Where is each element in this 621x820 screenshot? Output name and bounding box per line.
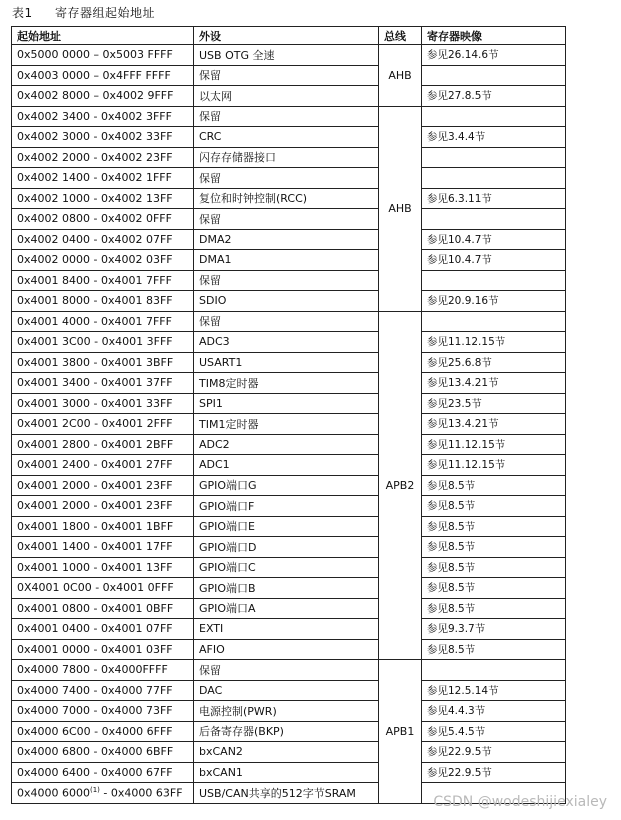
- start-address-cell: 0x4001 3800 - 0x4001 3BFF: [12, 352, 194, 373]
- peripheral-cell: TIM1定时器: [194, 414, 379, 435]
- peripheral-cell: 保留: [194, 65, 379, 86]
- peripheral-cell: USB/CAN共享的512字节SRAM: [194, 783, 379, 804]
- register-map-ref-cell: 参见4.4.3节: [422, 701, 566, 722]
- table-row: [12, 332, 566, 353]
- table-row: [12, 393, 566, 414]
- register-map-ref-cell: 参见12.5.14节: [422, 680, 566, 701]
- start-address-cell: 0x4002 3000 - 0x4002 33FF: [12, 127, 194, 148]
- start-address-cell: 0x4001 4000 - 0x4001 7FFF: [12, 311, 194, 332]
- start-address-cell: 0x4001 0400 - 0x4001 07FF: [12, 619, 194, 640]
- peripheral-cell: 保留: [194, 106, 379, 127]
- table-row: [12, 106, 566, 127]
- table-row: [12, 352, 566, 373]
- table-row: [12, 65, 566, 86]
- start-address-cell: 0x4002 1000 - 0x4002 13FF: [12, 188, 194, 209]
- table-row: [12, 660, 566, 681]
- table-row: [12, 86, 566, 107]
- peripheral-cell: 以太网: [194, 86, 379, 107]
- peripheral-cell: GPIO端口A: [194, 598, 379, 619]
- table-title: 寄存器组起始地址: [54, 6, 155, 20]
- peripheral-cell: GPIO端口F: [194, 496, 379, 517]
- peripheral-cell: SDIO: [194, 291, 379, 312]
- peripheral-cell: bxCAN2: [194, 742, 379, 763]
- table-row: [12, 373, 566, 394]
- register-map-ref-cell: 参见10.4.7节: [422, 250, 566, 271]
- bus-cell: APB2: [379, 311, 422, 660]
- peripheral-cell: ADC3: [194, 332, 379, 353]
- start-address-cell: 0x4001 8000 - 0x4001 83FF: [12, 291, 194, 312]
- header-peripheral: 外设: [194, 27, 379, 45]
- peripheral-cell: 保留: [194, 168, 379, 189]
- peripheral-cell: 闪存存储器接口: [194, 147, 379, 168]
- table-row: [12, 45, 566, 66]
- start-address-cell: [12, 783, 194, 804]
- footnote-marker: (1): [90, 785, 100, 794]
- peripheral-cell: GPIO端口D: [194, 537, 379, 558]
- start-address-cell: 0x4001 2000 - 0x4001 23FF: [12, 496, 194, 517]
- start-address-cell: 0x4001 0000 - 0x4001 03FF: [12, 639, 194, 660]
- table-row: [12, 701, 566, 722]
- bus-cell: AHB: [379, 45, 422, 107]
- register-map-ref-cell: [422, 168, 566, 189]
- table-row: [12, 188, 566, 209]
- register-map-ref-cell: 参见26.14.6节: [422, 45, 566, 66]
- register-map-ref-cell: 参见10.4.7节: [422, 229, 566, 250]
- watermark: CSDN @wodeshijiexialey: [433, 794, 607, 810]
- table-row: [12, 619, 566, 640]
- start-address-cell: 0x4001 3C00 - 0x4001 3FFF: [12, 332, 194, 353]
- table-number: 表1: [12, 6, 33, 20]
- table-row: [12, 291, 566, 312]
- register-map-ref-cell: 参见13.4.21节: [422, 414, 566, 435]
- start-address-cell: 0x4002 8000 – 0x4002 9FFF: [12, 86, 194, 107]
- peripheral-cell: ADC1: [194, 455, 379, 476]
- register-map-ref-cell: [422, 209, 566, 230]
- address-end-part: - 0x4000 63FF: [99, 786, 183, 800]
- register-map-ref-cell: 参见9.3.7节: [422, 619, 566, 640]
- register-map-ref-cell: 参见8.5节: [422, 537, 566, 558]
- peripheral-cell: 保留: [194, 311, 379, 332]
- table-row: [12, 270, 566, 291]
- register-map-ref-cell: 参见8.5节: [422, 639, 566, 660]
- start-address-cell: 0x4000 7000 - 0x4000 73FF: [12, 701, 194, 722]
- start-address-cell: 0x4002 0000 - 0x4002 03FF: [12, 250, 194, 271]
- peripheral-cell: CRC: [194, 127, 379, 148]
- register-map-ref-cell: 参见25.6.8节: [422, 352, 566, 373]
- register-map-ref-cell: 参见6.3.11节: [422, 188, 566, 209]
- start-address-cell: 0x4002 1400 - 0x4002 1FFF: [12, 168, 194, 189]
- table-row: [12, 496, 566, 517]
- table-row: [12, 250, 566, 271]
- register-map-ref-cell: 参见8.5节: [422, 598, 566, 619]
- table-row: [12, 229, 566, 250]
- register-map-ref-cell: [422, 270, 566, 291]
- peripheral-cell: DMA2: [194, 229, 379, 250]
- start-address-cell: 0x4001 1800 - 0x4001 1BFF: [12, 516, 194, 537]
- peripheral-cell: 后备寄存器(BKP): [194, 721, 379, 742]
- peripheral-cell: USART1: [194, 352, 379, 373]
- peripheral-cell: DMA1: [194, 250, 379, 271]
- bus-cell: APB1: [379, 660, 422, 804]
- table-row: [12, 147, 566, 168]
- table-row: [12, 434, 566, 455]
- address-start-part: 0x4000 6000: [17, 786, 90, 800]
- peripheral-cell: ADC2: [194, 434, 379, 455]
- register-map-ref-cell: 参见3.4.4节: [422, 127, 566, 148]
- start-address-cell: 0x4001 2C00 - 0x4001 2FFF: [12, 414, 194, 435]
- table-row: [12, 680, 566, 701]
- start-address-cell: 0x4001 1400 - 0x4001 17FF: [12, 537, 194, 558]
- table-row: [12, 578, 566, 599]
- start-address-cell: 0x4002 0800 - 0x4002 0FFF: [12, 209, 194, 230]
- register-map-ref-cell: 参见13.4.21节: [422, 373, 566, 394]
- header-bus: 总线: [379, 27, 422, 45]
- table-row: [12, 168, 566, 189]
- register-map-ref-cell: [422, 311, 566, 332]
- start-address-cell: 0x4002 3400 - 0x4002 3FFF: [12, 106, 194, 127]
- peripheral-cell: USB OTG 全速: [194, 45, 379, 66]
- start-address-cell: 0x4001 2800 - 0x4001 2BFF: [12, 434, 194, 455]
- peripheral-cell: 保留: [194, 209, 379, 230]
- start-address-cell: 0x4000 6C00 - 0x4000 6FFF: [12, 721, 194, 742]
- peripheral-cell: AFIO: [194, 639, 379, 660]
- register-map-ref-cell: 参见22.9.5节: [422, 742, 566, 763]
- register-map-ref-cell: 参见8.5节: [422, 516, 566, 537]
- start-address-cell: 0x4001 2000 - 0x4001 23FF: [12, 475, 194, 496]
- peripheral-cell: GPIO端口G: [194, 475, 379, 496]
- register-map-ref-cell: 参见8.5节: [422, 578, 566, 599]
- peripheral-cell: SPI1: [194, 393, 379, 414]
- bus-cell: AHB: [379, 106, 422, 311]
- register-map-table: [11, 26, 566, 804]
- start-address-cell: 0X4001 0C00 - 0x4001 0FFF: [12, 578, 194, 599]
- start-address-cell: 0x4001 1000 - 0x4001 13FF: [12, 557, 194, 578]
- start-address-cell: 0x4002 0400 - 0x4002 07FF: [12, 229, 194, 250]
- peripheral-cell: GPIO端口E: [194, 516, 379, 537]
- start-address-cell: 0x4002 2000 - 0x4002 23FF: [12, 147, 194, 168]
- start-address-cell: 0x4000 7400 - 0x4000 77FF: [12, 680, 194, 701]
- start-address-cell: 0x4001 8400 - 0x4001 7FFF: [12, 270, 194, 291]
- table-row: [12, 455, 566, 476]
- register-map-ref-cell: 参见11.12.15节: [422, 455, 566, 476]
- register-map-ref-cell: [422, 660, 566, 681]
- register-map-ref-cell: [422, 147, 566, 168]
- table-row: [12, 557, 566, 578]
- peripheral-cell: 复位和时钟控制(RCC): [194, 188, 379, 209]
- table-row: [12, 537, 566, 558]
- peripheral-cell: GPIO端口B: [194, 578, 379, 599]
- register-map-ref-cell: 参见8.5节: [422, 557, 566, 578]
- table-row: [12, 311, 566, 332]
- register-map-ref-cell: [422, 106, 566, 127]
- register-map-ref-cell: 参见23.5节: [422, 393, 566, 414]
- register-map-ref-cell: 参见11.12.15节: [422, 332, 566, 353]
- start-address-cell: 0x4001 3400 - 0x4001 37FF: [12, 373, 194, 394]
- start-address-cell: 0x4000 6400 - 0x4000 67FF: [12, 762, 194, 783]
- peripheral-cell: 电源控制(PWR): [194, 701, 379, 722]
- table-row: [12, 598, 566, 619]
- start-address-cell: 0x4000 6800 - 0x4000 6BFF: [12, 742, 194, 763]
- start-address-cell: 0x4003 0000 – 0x4FFF FFFF: [12, 65, 194, 86]
- table-row: [12, 639, 566, 660]
- register-map-ref-cell: 参见27.8.5节: [422, 86, 566, 107]
- peripheral-cell: GPIO端口C: [194, 557, 379, 578]
- register-map-ref-cell: 参见8.5节: [422, 496, 566, 517]
- table-row: [12, 721, 566, 742]
- peripheral-cell: TIM8定时器: [194, 373, 379, 394]
- header-row: [12, 27, 566, 45]
- start-address-cell: 0x4000 7800 - 0x4000FFFF: [12, 660, 194, 681]
- table-row: [12, 516, 566, 537]
- table-row: [12, 742, 566, 763]
- peripheral-cell: bxCAN1: [194, 762, 379, 783]
- register-map-ref-cell: 参见11.12.15节: [422, 434, 566, 455]
- table-body: [12, 45, 566, 804]
- header-start-address: 起始地址: [12, 27, 194, 45]
- table-row: [12, 475, 566, 496]
- header-register-map: 寄存器映像: [422, 27, 566, 45]
- register-map-ref-cell: [422, 65, 566, 86]
- table-row: [12, 414, 566, 435]
- start-address-cell: 0x4001 2400 - 0x4001 27FF: [12, 455, 194, 476]
- table-row: [12, 127, 566, 148]
- register-map-ref-cell: 参见20.9.16节: [422, 291, 566, 312]
- register-map-ref-cell: 参见8.5节: [422, 475, 566, 496]
- start-address-cell: 0x4001 3000 - 0x4001 33FF: [12, 393, 194, 414]
- peripheral-cell: 保留: [194, 660, 379, 681]
- start-address-cell: 0x5000 0000 – 0x5003 FFFF: [12, 45, 194, 66]
- table-caption: [12, 4, 155, 21]
- register-map-ref-cell: 参见22.9.5节: [422, 762, 566, 783]
- table-row: [12, 209, 566, 230]
- start-address-cell: 0x4001 0800 - 0x4001 0BFF: [12, 598, 194, 619]
- register-map-ref-cell: 参见5.4.5节: [422, 721, 566, 742]
- peripheral-cell: 保留: [194, 270, 379, 291]
- table-row: [12, 762, 566, 783]
- peripheral-cell: EXTI: [194, 619, 379, 640]
- peripheral-cell: DAC: [194, 680, 379, 701]
